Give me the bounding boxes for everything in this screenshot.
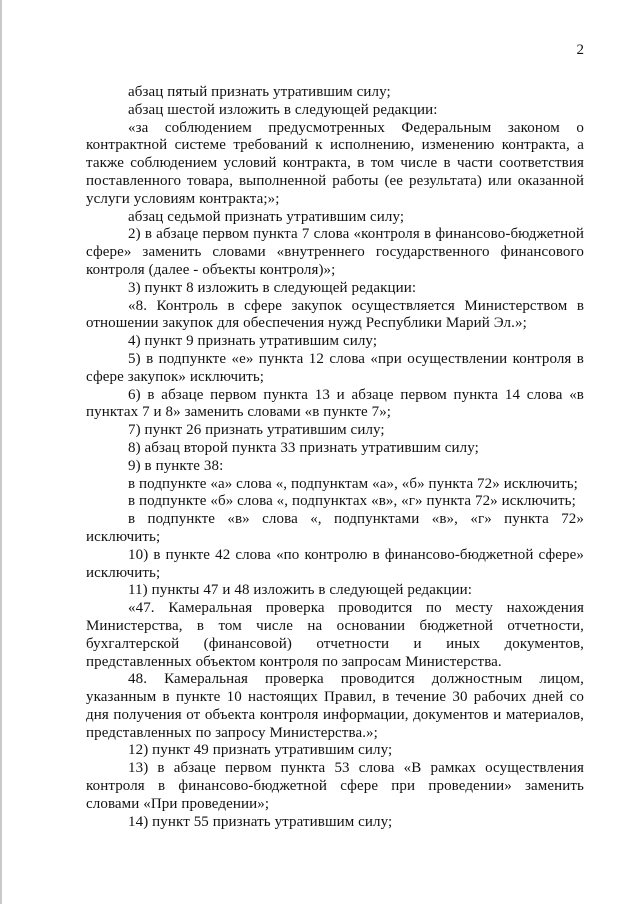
- paragraph: 8) абзац второй пункта 33 признать утратившим силу;: [128, 439, 479, 456]
- paragraph: 5) в подпункте «е» пункта 12 слова «при осуществлении контроля в сфере закупок» исключить;: [86, 350, 584, 385]
- paragraph: «47. Камеральная проверка проводится по месту нахождения Министерства, в том числе на основании бюджетной отчетности, бухгалтерской (финансовой) отчетности и иных документов, представленных объектом контроля по запросам Министерства.: [86, 600, 584, 670]
- paragraph: 6) в абзаце первом пункта 13 и абзаце первом пункта 14 слова «в пунктах 7 и 8» заменить словами «в пункте 7»;: [86, 386, 584, 421]
- paragraph: 48. Камеральная проверка проводится должностным лицом, указанным в пункте 10 настоящих Правил, в течение 30 рабочих дней со дня получения от объекта контроля информации, документов и материалов, представленных по запросу Министерства.»;: [86, 671, 584, 741]
- document-body: [86, 84, 584, 831]
- scan-edge-line: [0, 0, 2, 904]
- paragraph: 4) пункт 9 признать утратившим силу;: [128, 333, 378, 350]
- page-number: 2: [576, 42, 584, 58]
- paragraph: 2) в абзаце первом пункта 7 слова «контроля в финансово-бюджетной сфере» заменить словами «внутреннего государственного финансового контроля (далее - объекты контроля)»;: [86, 226, 584, 278]
- paragraph: в подпункте «б» слова «, подпунктах «в», «г» пункта 72» исключить;: [128, 493, 576, 510]
- paragraph: 12) пункт 49 признать утратившим силу;: [128, 742, 393, 759]
- paragraph: «8. Контроль в сфере закупок осуществляется Министерством в отношении закупок для обеспечения нужд Республики Марий Эл.»;: [86, 297, 584, 332]
- paragraph: 9) в пункте 38:: [128, 457, 224, 474]
- paragraph: 10) в пункте 42 слова «по контролю в финансово-бюджетной сфере» исключить;: [86, 546, 584, 581]
- paragraph: 14) пункт 55 признать утратившим силу;: [128, 813, 393, 830]
- paragraph: абзац шестой изложить в следующей редакции:: [128, 101, 438, 118]
- paragraph: 13) в абзаце первом пункта 53 слова «В рамках осуществления контроля в финансово-бюджетной сфере при проведении» заменить словами «При проведении»;: [86, 760, 584, 812]
- paragraph: 3) пункт 8 изложить в следующей редакции:: [128, 279, 417, 296]
- paragraph: в подпункте «а» слова «, подпунктам «а», «б» пункта 72» исключить;: [128, 475, 578, 492]
- paragraph: в подпункте «в» слова «, подпунктами «в», «г» пункта 72» исключить;: [86, 511, 584, 545]
- paragraph: абзац пятый признать утратившим силу;: [128, 84, 391, 100]
- paragraph: «за соблюдением предусмотренных Федеральным законом о контрактной системе требований к исполнению, изменению контракта, а также соблюдением условий контракта, в том числе в части соответствия поставленного товара, выполненной работы (ее результата) или оказанной услуги условиям контракта;»;: [86, 119, 584, 207]
- paragraph: 7) пункт 26 признать утратившим силу;: [128, 422, 385, 439]
- paragraph: 11) пункты 47 и 48 изложить в следующей редакции:: [128, 582, 473, 599]
- paragraph: абзац седьмой признать утратившим силу;: [128, 208, 405, 225]
